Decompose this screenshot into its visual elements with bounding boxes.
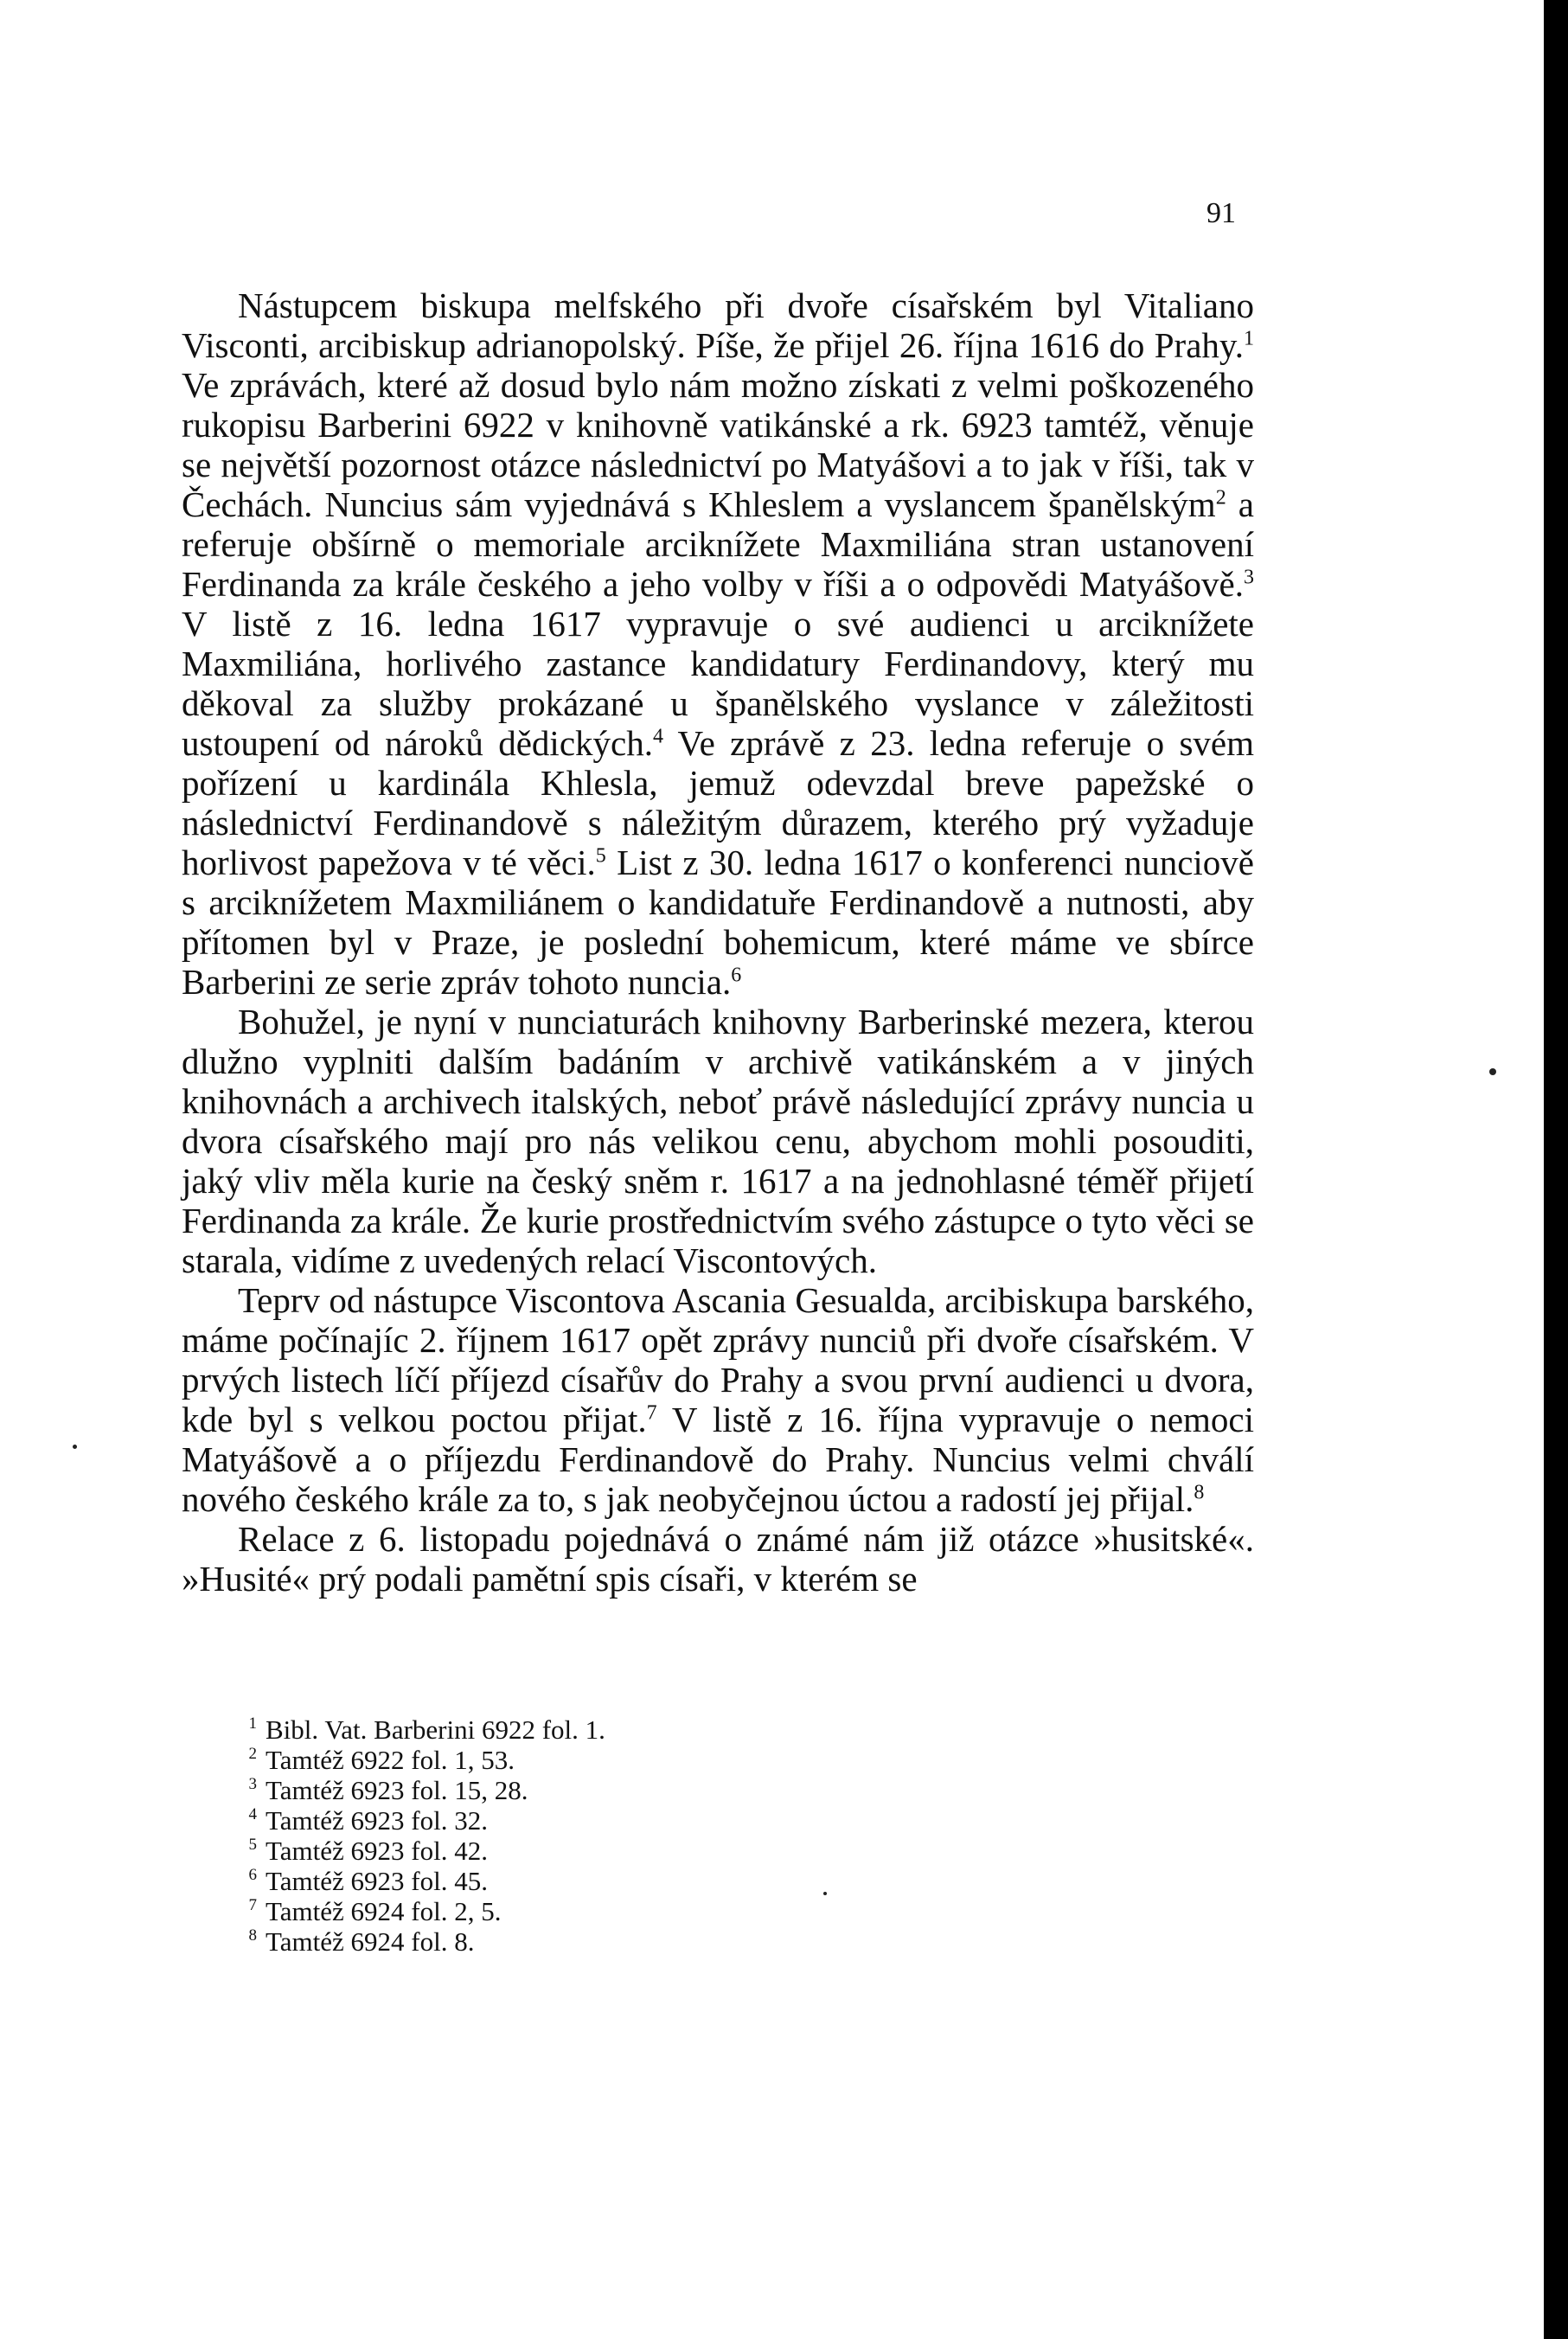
footnote-text: Tamtéž 6923 fol. 32.: [266, 1805, 488, 1836]
footnote: [238, 1926, 1016, 1957]
footnote: [238, 1745, 1016, 1775]
text-run: Teprv od nástupce Viscontova Ascania Gesualda, arcibiskupa barského, máme počínajíc 2. říjnem 1617 opět zprávy nunciů při dvoře císařském. V prvých listech líčí příjezd císařův do Prahy a svou první audienci u dvora, kde byl s velkou poctou přijat.: [182, 1280, 1254, 1439]
footnote: [238, 1866, 1016, 1896]
scan-speck: [823, 1892, 827, 1895]
text-run: Ve zprávách, které až dosud bylo nám možno získati z velmi poškozeného rukopisu Barberini 6922 v knihovně vatikánské a rk. 6923 tamtéž, věnuje se největší pozornost otázce následnictví po Matyášovi a to jak v říši, tak v Čechách. Nuncius sám vyjednává s Khleslem a vyslancem španělským: [182, 365, 1254, 524]
scan-edge: [1544, 0, 1568, 2339]
footnote: [238, 1896, 1016, 1926]
footnote-mark: 7: [248, 1896, 257, 1914]
footnotes: [238, 1714, 1016, 1957]
footnote: [238, 1836, 1016, 1866]
text-run: Relace z 6. listopadu pojednává o známé nám již otázce »husitské«. »Husité« prý podali pamětní spis císaři, v kterém se: [182, 1519, 1254, 1599]
footnote-mark: 1: [248, 1714, 257, 1733]
footnote-text: Tamtéž 6923 fol. 45.: [266, 1866, 488, 1896]
footnote-ref: 8: [1194, 1481, 1205, 1504]
paragraph: [182, 1280, 1254, 1519]
footnote-ref: 6: [731, 964, 742, 987]
footnote-mark: 8: [248, 1926, 257, 1945]
scan-speck: [73, 1445, 77, 1449]
text-run: List z 30. ledna 1617 o konferenci nunciově s arciknížetem Maxmiliánem o kandidatuře Ferdinandově a nutnosti, aby přítomen byl v Praze, je poslední bohemicum, které máme ve sbírce Barberini ze serie zpráv tohoto nuncia.: [182, 843, 1254, 1002]
footnote-text: Tamtéž 6924 fol. 2, 5.: [266, 1896, 502, 1926]
text-run: Bohužel, je nyní v nunciaturách knihovny Barberinské mezera, kterou dlužno vyplniti dalším badáním v archivě vatikánském a v jiných knihovnách a archivech italských, neboť právě následující zprávy nuncia u dvora císařského mají pro nás velikou cenu, abychom mohli posouditi, jaký vliv měla kurie na český sněm r. 1617 a na jednohlasné téměř přijetí Ferdinanda za krále. Že kurie prostřednictvím svého zástupce o tyto věci se starala, vidíme z uvedených relací Viscontových.: [182, 1002, 1254, 1280]
paragraph: [182, 1002, 1254, 1280]
footnote-ref: 4: [652, 725, 663, 748]
paragraph: [182, 285, 1254, 1002]
footnote-text: Tamtéž 6923 fol. 42.: [266, 1836, 488, 1866]
footnote: [238, 1775, 1016, 1805]
footnote-text: Tamtéž 6924 fol. 8.: [266, 1926, 475, 1957]
footnote-text: Bibl. Vat. Barberini 6922 fol. 1.: [266, 1714, 605, 1745]
page-number: 91: [1206, 197, 1236, 229]
footnote-mark: 4: [248, 1805, 257, 1823]
paragraph: [182, 1519, 1254, 1599]
text-run: V listě z 16. října vypravuje o nemoci Matyášově a o příjezdu Ferdinandově do Prahy. Nuncius velmi chválí nového českého krále za to, s jak neobyčejnou úctou a radostí jej přijal.: [182, 1400, 1255, 1519]
text-run: V listě z 16. ledna 1617 vypravuje o své audienci u arciknížete Maxmiliána, horlivého zastance kandidatury Ferdinandovy, který mu děkoval za služby prokázané u španělského vyslance v záležitosti ustoupení od nároků dědických.: [182, 604, 1254, 763]
footnote-ref: 5: [595, 844, 606, 868]
text-run: a referuje obšírně o memoriale arciknížete Maxmiliána stran ustanovení Ferdinanda za krále českého a jeho volby v říši a o odpovědi Matyášově.: [182, 484, 1254, 604]
footnote-mark: 3: [248, 1775, 257, 1793]
footnote-ref: 2: [1215, 486, 1226, 509]
footnote-text: Tamtéž 6922 fol. 1, 53.: [266, 1745, 515, 1775]
body-text: [182, 285, 1254, 1599]
footnote-mark: 6: [248, 1866, 257, 1884]
footnote: [238, 1805, 1016, 1836]
footnote-ref: 3: [1244, 566, 1254, 589]
scan-speck: [1489, 1068, 1496, 1075]
footnote-mark: 5: [248, 1836, 257, 1854]
text-run: Nástupcem biskupa melfského při dvoře císařském byl Vitaliano Visconti, arcibiskup adrianopolský. Píše, že přijel 26. října 1616 do Prahy.: [182, 285, 1254, 365]
footnote: [238, 1714, 1016, 1745]
footnote-text: Tamtéž 6923 fol. 15, 28.: [266, 1775, 528, 1805]
footnote-mark: 2: [248, 1745, 257, 1763]
footnote-ref: 7: [646, 1401, 657, 1425]
footnote-ref: 1: [1244, 327, 1254, 350]
text-run: Ve zprávě z 23. ledna referuje o svém pořízení u kardinála Khlesla, jemuž odevzdal breve papežské o následnictví Ferdinandově s náležitým důrazem, kterého prý vyžaduje horlivost papežova v té věci.: [182, 723, 1254, 882]
